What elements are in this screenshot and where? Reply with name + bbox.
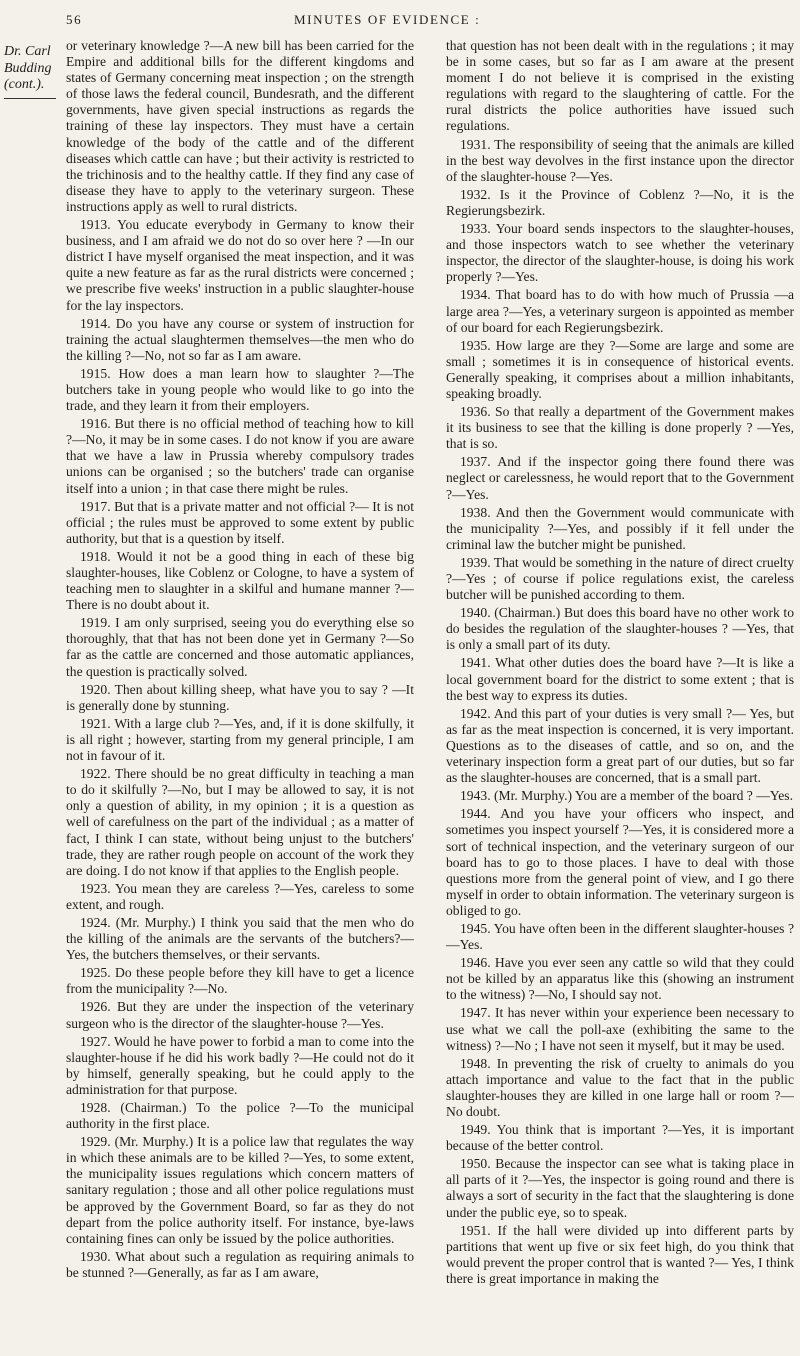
evidence-paragraph: 1928. (Chairman.) To the police ?—To the municipal authority in the first place. [66, 1100, 414, 1132]
evidence-paragraph: 1943. (Mr. Murphy.) You are a member of the board ? —Yes. [460, 788, 793, 804]
evidence-paragraph: 1939. That would be something in the nature of direct cruelty ?—Yes ; of course if police regulations exist, the careless butcher will be punished according to them. [446, 554, 794, 603]
evidence-paragraph: 1934. That board has to do with how much of Prussia —a large area ?—Yes, a veterinary surgeon is appointed as member of our board for each Regierungsbezirk. [446, 287, 794, 335]
evidence-paragraph: 1932. Is it the Province of Coblenz ?—No, it is the Regierungsbezirk. [446, 186, 794, 218]
evidence-paragraph: 1951. If the hall were divided up into different parts by partitions that went up five or six feet high, do you think that would prevent the proper control that is wanted ?— Yes, I think there is great importance in making the [446, 1222, 794, 1286]
evidence-paragraph: 1937. And if the inspector going there found there was neglect or carelessness, he would report that to the Government ?—Yes. [446, 454, 794, 502]
evidence-paragraph: 1933. Your board sends inspectors to the slaughter-houses, and those inspectors watch to see whether the veterinary inspector, the director of the slaughter-house, is doing his work properly ?—Yes. [446, 221, 794, 285]
evidence-paragraph: 1922. There should be no great difficulty in teaching a man to do it skilfully ?—No, but I may be allowed to say, it is not only a question of ability, in my opinion ; it is a question as well of carefulness on the part of the individual ; as a matter of fact, I think I can state, without being unjust to the butchers' trade, they are rather rough people on account of the work they are doing. I do not know if that applies to the English people. [66, 766, 414, 878]
evidence-paragraph: 1931. The responsibility of seeing that the animals are killed in the best way devolves in the first instance upon the director of the slaughter-house ?—Yes. [446, 136, 794, 184]
evidence-paragraph: 1945. You have often been in the different slaughter-houses ?—Yes. [446, 920, 794, 953]
evidence-paragraph: 1920. Then about killing sheep, what have you to say ? —It is generally done by stunning. [66, 681, 414, 713]
evidence-paragraph: 1935. How large are they ?—Some are large and some are small ; sometimes it is in consequence of historical events. Generally speaking, it comprises about a million inhabitants, speaking broadly. [446, 337, 794, 401]
evidence-paragraph: 1929. (Mr. Murphy.) It is a police law that regulates the way in which these animals are to be killed ?—Yes, to some extent, the municipality issues regulations which concern matters of sanitary regulation ; those and all other police regulations must be approved by the Government Board, so far as they do not depart from the police authority itself. For instance, bye-laws containing fines can only be issued by the police authorities. [66, 1134, 414, 1246]
margin-note-line: (cont.). [4, 77, 45, 92]
evidence-paragraph: 1921. With a large club ?—Yes, and, if it is done skilfully, it is all right ; however, starting from my general principle, I am not in favour of it. [66, 715, 414, 764]
evidence-paragraph: 1925. Do these people before they kill have to get a licence from the municipality ?—No. [66, 965, 414, 997]
evidence-paragraph: 1917. But that is a private matter and not official ?— It is not official ; the rules must be approved to some extent by public authority, but that is a question by itself. [66, 498, 414, 546]
evidence-paragraph: 1914. Do you have any course or system of instruction for training the actual slaughtermen themselves—the men who do the killing ?—No, not so far as I am aware. [66, 315, 414, 363]
evidence-paragraph: 1947. It has never within your experience been necessary to use what we call the poll-axe (exhibiting the same to the witness) ?—No ; I have not seen it myself, but it may be used. [446, 1005, 794, 1053]
left-column [66, 38, 414, 1348]
evidence-paragraph: 1930. What about such a regulation as requiring animals to be stunned ?—Generally, as far as I am aware, [66, 1248, 414, 1280]
running-title: MINUTES OF EVIDENCE : [294, 12, 481, 27]
evidence-paragraph: 1946. Have you ever seen any cattle so wild that they could not be killed by an apparatus like this (showing an instrument to the witness) ?—No, I should say not. [446, 955, 794, 1003]
page-number: 56 [66, 12, 83, 27]
evidence-paragraph: 1942. And this part of your duties is very small ?— Yes, but as far as the meat inspection is concerned, it is very important. Questions as to the diseases of cattle, and so on, and the veterinary inspection form a great part of our duties, but so far as the slaughter-houses are concerned, that is a small part. [446, 705, 794, 786]
evidence-paragraph: 1936. So that really a department of the Government makes it its business to see that the killing is done properly ? —Yes, that is so. [446, 404, 794, 452]
evidence-paragraph: 1949. You think that is important ?—Yes, it is important because of the better control. [446, 1122, 794, 1154]
evidence-paragraph: or veterinary knowledge ?—A new bill has been carried for the Empire and additional bills for the different kingdoms and states of Germany concerning meat inspection ; on the strength of those laws the federal council, Bundesrath, and the different governments, have given special instructions as regards the training of these lay inspectors. They must have a certain knowledge of the body of the cattle and of the different diseases which cattle can have ; but their activity is restricted to the trichinosis and to the healthy cattle. If they find any case of disease they have to apply to the veterinary surgeon. These instructions apply as well to rural districts. [66, 38, 414, 214]
evidence-paragraph: 1924. (Mr. Murphy.) I think you said that the men who do the killing of the animals are the servants of the butchers?—Yes, the butchers themselves, or their servants. [66, 914, 414, 963]
evidence-paragraph: 1919. I am only surprised, seeing you do everything else so thoroughly, that that has not been done yet in Germany ?—So far as the cattle are concerned and those automatic appliances, the question is practically solved. [66, 615, 414, 679]
evidence-paragraph: 1926. But they are under the inspection of the veterinary surgeon who is the director of the slaughter-house ?—Yes. [66, 999, 414, 1031]
evidence-paragraph: 1913. You educate everybody in Germany to know their business, and I am afraid we do not do so over here ? —In our district I have myself organised the meat inspection, and it was quite a new feature as far as the rural districts were concerned ; we prescribe five weeks' instruction in a public slaughter-house for the lay inspectors. [66, 217, 414, 313]
evidence-paragraph: 1938. And then the Government would communicate with the municipality ?—Yes, and possibly if it fell under the criminal law the butcher might be punished. [446, 504, 794, 552]
running-head [66, 12, 800, 32]
right-column [446, 38, 794, 1348]
witness-margin-note [4, 44, 62, 99]
evidence-paragraph: 1941. What other duties does the board have ?—It is like a local government board for the district to some extent ; that is the best way to express its duties. [446, 655, 794, 703]
evidence-paragraph: 1940. (Chairman.) But does this board have no other work to do besides the regulation of the slaughter-houses ? —Yes, that is only a small part of its duty. [446, 605, 794, 653]
evidence-paragraph: 1948. In preventing the risk of cruelty to animals do you attach importance and value to the fact that in the public slaughter-houses they are killed in one large hall or room ?—No doubt. [446, 1055, 794, 1119]
evidence-paragraph: 1915. How does a man learn how to slaughter ?—The butchers take in young people who would like to go into the trade, and they learn it from their employers. [66, 365, 414, 414]
margin-note-rule [4, 98, 56, 99]
evidence-paragraph: 1923. You mean they are careless ?—Yes, careless to some extent, and rough. [66, 880, 414, 912]
margin-note-line: Budding [4, 60, 52, 76]
evidence-paragraph: 1944. And you have your officers who inspect, and sometimes you inspect yourself ?—Yes, it is considered more a sort of technical inspection, and the veterinary surgeon of our board has to go to those places. I have to deal with those questions more from the general point of view, and I go there myself in order to obtain information. The veterinary surgeon is obliged to go. [446, 806, 794, 918]
margin-note-line: Dr. Carl [4, 44, 51, 59]
evidence-paragraph: 1918. Would it not be a good thing in each of these big slaughter-houses, like Coblenz or Cologne, to have a system of teaching men to slaughter in a skilful and humane manner ?—There is no doubt about it. [66, 548, 414, 613]
evidence-paragraph: 1950. Because the inspector can see what is taking place in all parts of it ?—Yes, the inspector is going round and there is always a sort of security in the fact that the slaughtering is done under the public eye, so to speak. [446, 1156, 794, 1220]
evidence-paragraph: 1916. But there is no official method of teaching how to kill ?—No, it may be in some cases. I do not know if you are aware that we have a law in Prussia whereby compulsory trades unions can be organised ; so the butchers' trade can organise itself into a union ; in that case there might be rules. [66, 416, 414, 496]
evidence-paragraph: 1927. Would he have power to forbid a man to come into the slaughter-house if he did his work badly ?—He could not do it by himself, generally speaking, but he could apply to the administration for that purpose. [66, 1033, 414, 1097]
evidence-paragraph: that question has not been dealt with in the regulations ; it may be in some cases, but so far as I am aware at the present moment I do not believe it is comprised in the existing regulations with regard to the slaughtering of cattle. For the rural districts the police authorities have issued such regulations. [446, 38, 794, 134]
